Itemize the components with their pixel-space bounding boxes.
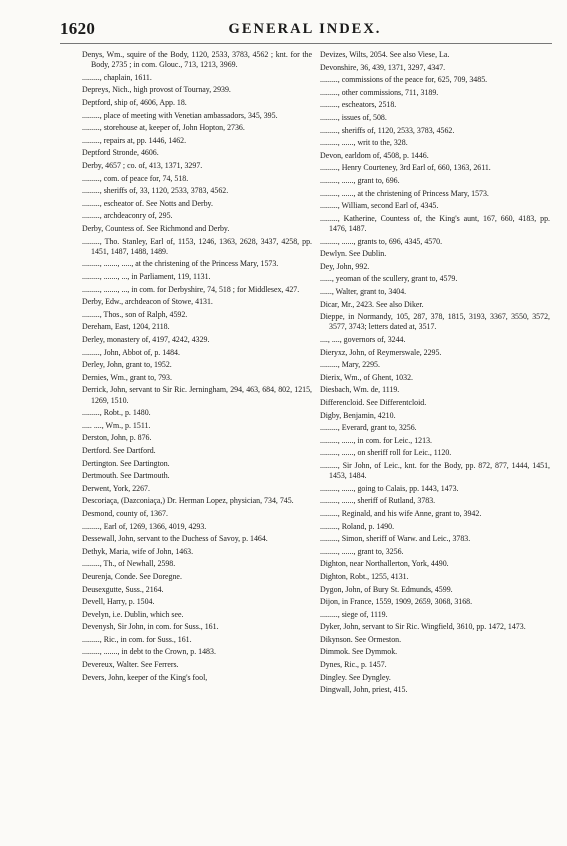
index-entry: ........., ......., ..., in Parliament, 119, 1131. <box>82 272 211 281</box>
index-entry: Desmond, county of, 1367. <box>82 508 168 518</box>
index-entry: Dighton, near Northallerton, York, 4490. <box>320 559 449 569</box>
index-entry: ........., ......, on sheriff roll for Leic., 1120. <box>320 448 452 458</box>
index-entry: Derley, John, grant to, 1952. <box>82 360 172 370</box>
index-entry: Dewlyn. See Dublin. <box>320 249 387 259</box>
index-entry: ........., ......., in debt to the Crown, p. 1483. <box>82 647 216 657</box>
index-entry: ......, yeoman of the scullery, grant to, 4579. <box>320 274 458 284</box>
index-entry: Derby, 4657 ; co. of, 413, 1371, 3297. <box>82 161 203 170</box>
index-entry: Dierix, Wm., of Ghent, 1032. <box>320 372 413 382</box>
index-column-left <box>82 50 312 685</box>
index-entry: Derston, John, p. 876. <box>82 433 152 443</box>
index-entry: Depreys, Nich., high provost of Tournay, 2939. <box>82 85 231 95</box>
index-entry: Derby, Countess of. See Richmond and Derby. <box>82 223 230 233</box>
index-entry: ........., ......, in com. for Leic., 1213. <box>320 435 432 445</box>
index-entry: ........., Earl of, 1269, 1366, 4019, 4293. <box>82 521 207 531</box>
index-entry: Derwent, York, 2267. <box>82 483 150 493</box>
index-entry: ........., ......, at the christening of Princess Mary, 1573. <box>320 188 489 198</box>
index-entry: ........., chaplain, 1611. <box>82 72 152 82</box>
index-entry: ........., siege of, 1119. <box>320 609 388 619</box>
index-entry: Dertington. See Dartington. <box>82 458 170 468</box>
index-entry: Diesbach, Wm. de, 1119. <box>320 385 400 395</box>
index-entry: ..... ...., Wm., p. 1511. <box>82 420 151 430</box>
index-entry: Dygon, John, of Bury St. Edmunds, 4599. <box>320 584 453 594</box>
page-number: 1620 <box>60 19 96 38</box>
index-entry: ........., Robt., p. 1480. <box>82 408 151 418</box>
index-entry: ........., ......, writ to the, 328. <box>320 138 408 148</box>
index-entry: ........., Henry Courteney, 3rd Earl of, 660, 1363, 2611. <box>320 163 491 173</box>
index-entry: ........., sheriffs of, 1120, 2533, 3783, 4562. <box>320 125 455 135</box>
index-entry: Derrick, John, servant to Sir Ric. Jerningham, 294, 463, 684, 802, 1215, 1269, 1510. <box>82 385 312 405</box>
index-entry: Derby, Edw., archdeacon of Stowe, 4131. <box>82 297 213 307</box>
index-entry: ........., ......, grants to, 696, 4345, 4570. <box>320 236 443 246</box>
index-entry: ........., ......., ....., at the christening of the Princess Mary, 1573. <box>82 259 279 269</box>
index-entry: Devon, earldom of, 4508, p. 1446. <box>320 150 429 160</box>
index-entry: Descoriaça, (Dazconiaça,) Dr. Herman Lopez, physician, 734, 745. <box>82 496 294 506</box>
index-entry: ........., ......., ..., in com. for Derbyshire, 74, 518 ; for Middlesex, 427. <box>82 284 300 294</box>
index-entry: Denys, Wm., squire of the Body, 1120, 2533, 3783, 4562 ; knt. for the Body, 2735 ; in com. Glouc., 713, 1213, 3969. <box>82 50 312 70</box>
index-entry: ...., ...., governors of, 3244. <box>320 334 406 344</box>
index-entry: Devizes, Wilts, 2054. See also Viese, La. <box>320 50 450 59</box>
header-rule <box>60 43 552 44</box>
index-entry: ........., Tho. Stanley, Earl of, 1153, 1246, 1363, 2628, 3437, 4258, pp. 1451, 1487, 1488, 1489. <box>82 236 312 256</box>
index-entry: Devonshire, 36, 439, 1371, 3297, 4347. <box>320 62 446 72</box>
index-entry: Devenysh, Sir John, in com. for Suss., 161. <box>82 622 219 632</box>
index-entry: ........., escheator of. See Notts and Derby. <box>82 198 213 208</box>
index-entry: ........., William, second Earl of, 4345. <box>320 201 439 211</box>
index-entry: Dessewall, John, servant to the Duchess of Savoy, p. 1464. <box>82 534 268 544</box>
index-entry: ........., ......, going to Calais, pp. 1443, 1473. <box>320 483 459 493</box>
index-entry: Dieryxz, John, of Reymerswale, 2295. <box>320 347 442 357</box>
index-entry: ........., issues of, 508. <box>320 112 387 122</box>
index-entry: Dighton, Robt., 1255, 4131. <box>320 571 409 581</box>
index-entry: ........., Katherine, Countess of, the King's aunt, 167, 660, 4183, pp. 1476, 1487. <box>320 213 550 233</box>
index-entry: Dynes, Ric., p. 1457. <box>320 660 387 670</box>
index-entry: ........., Th., of Newhall, 2598. <box>82 559 176 569</box>
index-entry: ........., Everard, grant to, 3256. <box>320 423 417 433</box>
index-entry: Dingley. See Dyngley. <box>320 672 391 682</box>
index-entry: Deusexgutte, Suss., 2164. <box>82 584 164 594</box>
index-entry: ........., Mary, 2295. <box>320 360 380 370</box>
index-column-right <box>320 50 550 698</box>
index-entry: Dey, John, 992. <box>320 261 370 271</box>
page-title: GENERAL INDEX. <box>228 21 382 37</box>
index-entry: ........., repairs at, pp. 1446, 1462. <box>82 135 187 145</box>
index-entry: Deurenja, Conde. See Doregne. <box>82 571 182 581</box>
index-entry: ........., ......, sheriff of Rutland, 3783. <box>320 496 436 506</box>
index-entry: Dyker, John, servant to Sir Ric. Wingfield, 3610, pp. 1472, 1473. <box>320 622 526 632</box>
index-entry: Dijon, in France, 1559, 1909, 2659, 3068, 3168. <box>320 597 473 607</box>
index-entry: Dernies, Wm., grant to, 793. <box>82 372 172 382</box>
index-entry: Dertmouth. See Dartmouth. <box>82 471 170 481</box>
index-entry: Devers, John, keeper of the King's fool, <box>82 672 208 682</box>
index-entry: ........., Ric., in com. for Suss., 161. <box>82 634 192 644</box>
index-entry: ........., place of meeting with Venetian ambassadors, 345, 395. <box>82 110 278 120</box>
index-entry: Dicar, Mr., 2423. See also Diker. <box>320 299 424 309</box>
index-entry: ........., com. of peace for, 74, 518. <box>82 173 189 183</box>
index-entry: ........., Roland, p. 1490. <box>320 521 395 531</box>
index-entry: Dethyk, Maria, wife of John, 1463. <box>82 546 194 556</box>
index-entry: ........., John, Abbot of, p. 1484. <box>82 347 180 357</box>
index-entry: Dertford. See Dartford. <box>82 445 156 455</box>
index-entry: Dereham, East, 1204, 2118. <box>82 322 170 332</box>
index-entry: ........., storehouse at, keeper of, John Hopton, 2736. <box>82 123 245 133</box>
index-entry: Deptford Stronde, 4606. <box>82 148 159 158</box>
page-header <box>60 19 550 41</box>
index-entry: ........., commissions of the peace for, 625, 709, 3485. <box>320 75 488 85</box>
index-entry: ......, Walter, grant to, 3404. <box>320 286 407 296</box>
index-entry: ........., ......, grant to, 3256. <box>320 546 404 556</box>
index-entry: ........., ......, grant to, 696. <box>320 175 400 185</box>
index-entry: ........., Sir John, of Leic., knt. for the Body, pp. 872, 877, 1444, 1451, 1453, 1484. <box>320 460 550 481</box>
index-entry: Devereux, Walter. See Ferrers. <box>82 660 179 670</box>
index-entry: ........., escheators, 2518. <box>320 100 397 110</box>
index-entry: Devell, Harry, p. 1504. <box>82 597 155 607</box>
index-entry: Dieppe, in Normandy, 105, 287, 378, 1815, 3193, 3367, 3550, 3572, 3577, 3743; letters dated at, 3517. <box>320 312 550 332</box>
index-entry: ........., archdeaconry of, 295. <box>82 211 173 221</box>
index-entry: Dikynson. See Ormeston. <box>320 634 402 644</box>
index-entry: ........., sheriffs of, 33, 1120, 2533, 3783, 4562. <box>82 186 229 196</box>
index-entry: Dimmok. See Dymmok. <box>320 647 398 657</box>
index-entry: Differencloid. See Differentcloid. <box>320 397 427 407</box>
index-entry: ........., Reginald, and his wife Anne, grant to, 3942. <box>320 508 482 518</box>
index-entry: ........., Simon, sheriff of Warw. and Leic., 3783. <box>320 534 471 544</box>
index-entry: Develyn, i.e. Dublin, which see. <box>82 609 184 619</box>
index-entry: Derley, monastery of, 4197, 4242, 4329. <box>82 334 210 344</box>
index-entry: ........., other commissions, 711, 3189. <box>320 87 439 97</box>
index-entry: Deptford, ship of, 4606, App. 18. <box>82 98 187 108</box>
index-entry: Dingwall, John, priest, 415. <box>320 685 408 695</box>
index-entry: ........., Thos., son of Ralph, 4592. <box>82 309 188 319</box>
index-entry: Digby, Benjamin, 4210. <box>320 410 396 420</box>
